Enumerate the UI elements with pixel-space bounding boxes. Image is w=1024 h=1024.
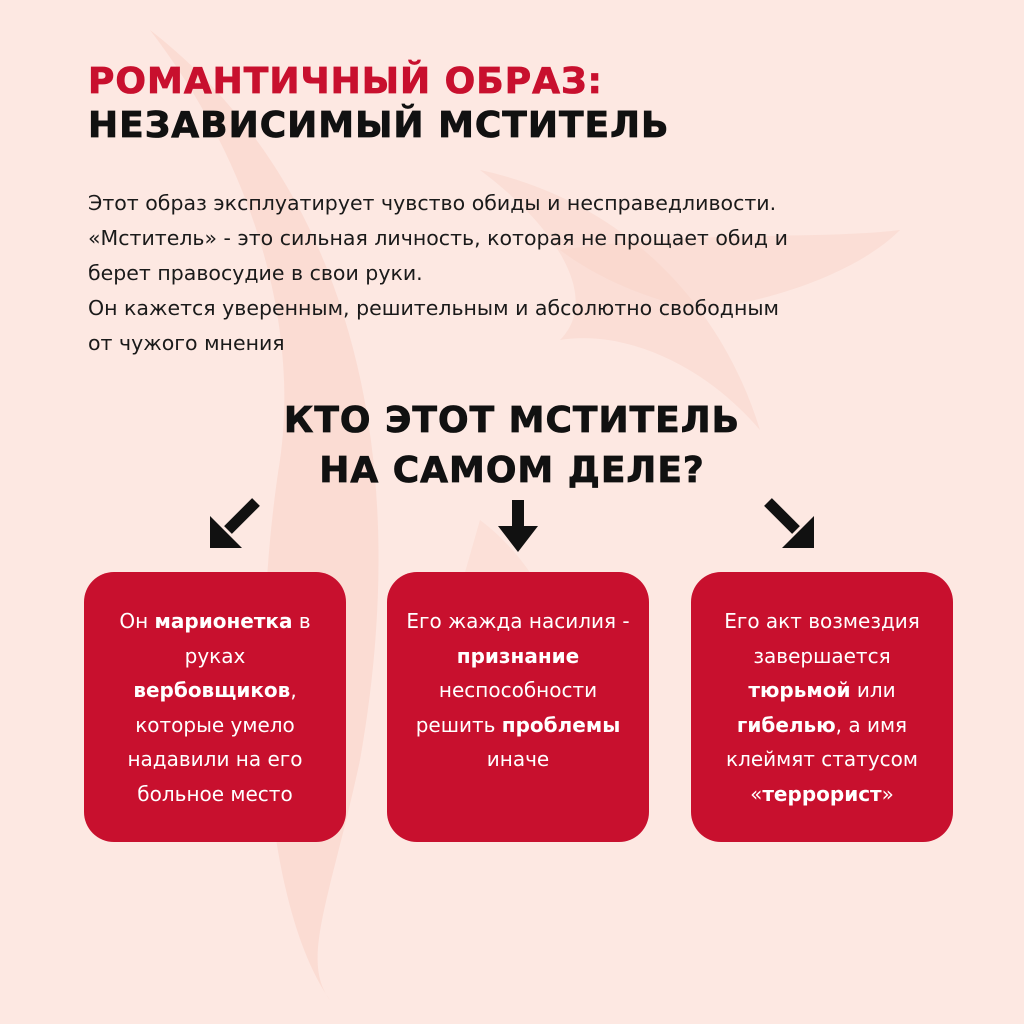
card-highlight: террорист bbox=[762, 781, 882, 806]
card-text: в руках bbox=[184, 609, 311, 668]
card-text: » bbox=[881, 781, 894, 806]
card-text: Его жажда насилия - bbox=[406, 609, 630, 633]
card-puppet bbox=[84, 572, 346, 842]
card-text: , а имя клеймят статусом « bbox=[725, 712, 918, 806]
card-consequence bbox=[691, 572, 953, 842]
card-highlight: вербовщиков bbox=[133, 678, 291, 702]
question-heading bbox=[0, 396, 1024, 496]
title-line-accent: РОМАНТИЧНЫЙ ОБРАЗ: bbox=[88, 61, 603, 102]
intro-line: Этот образ эксплуатирует чувство обиды и несправедливости. bbox=[88, 191, 777, 215]
card-highlight: проблемы bbox=[501, 712, 621, 737]
intro-paragraph bbox=[88, 186, 908, 361]
arrow-down-icon bbox=[490, 498, 546, 554]
card-highlight: марионетка bbox=[154, 609, 293, 633]
card-text: Его акт возмездия завершается bbox=[724, 609, 920, 668]
card-highlight: тюрьмой bbox=[748, 678, 851, 702]
card-highlight: гибелью bbox=[736, 712, 836, 737]
question-line: КТО ЭТОТ МСТИТЕЛЬ bbox=[283, 400, 741, 441]
title-line-main: НЕЗАВИСИМЫЙ МСТИТЕЛЬ bbox=[88, 105, 670, 146]
card-text: неспособности решить bbox=[415, 678, 598, 737]
intro-line: «Мститель» - это сильная личность, которая не прощает обид и bbox=[88, 226, 788, 250]
card-violence bbox=[387, 572, 649, 842]
intro-line: берет правосудие в свои руки. bbox=[88, 261, 423, 285]
question-line: НА САМОМ ДЕЛЕ? bbox=[319, 450, 705, 491]
arrow-down-left-icon bbox=[208, 496, 264, 552]
card-text: или bbox=[850, 678, 896, 702]
intro-line: Он кажется уверенным, решительным и абсолютно свободным bbox=[88, 296, 780, 320]
card-text: Он bbox=[119, 609, 155, 633]
card-text: , которые умело надавили на его больное место bbox=[127, 678, 303, 806]
page-title bbox=[88, 60, 669, 148]
card-text: иначе bbox=[486, 747, 550, 771]
intro-line: от чужого мнения bbox=[88, 331, 285, 355]
arrow-down-right-icon bbox=[760, 496, 816, 552]
card-highlight: признание bbox=[456, 643, 580, 668]
